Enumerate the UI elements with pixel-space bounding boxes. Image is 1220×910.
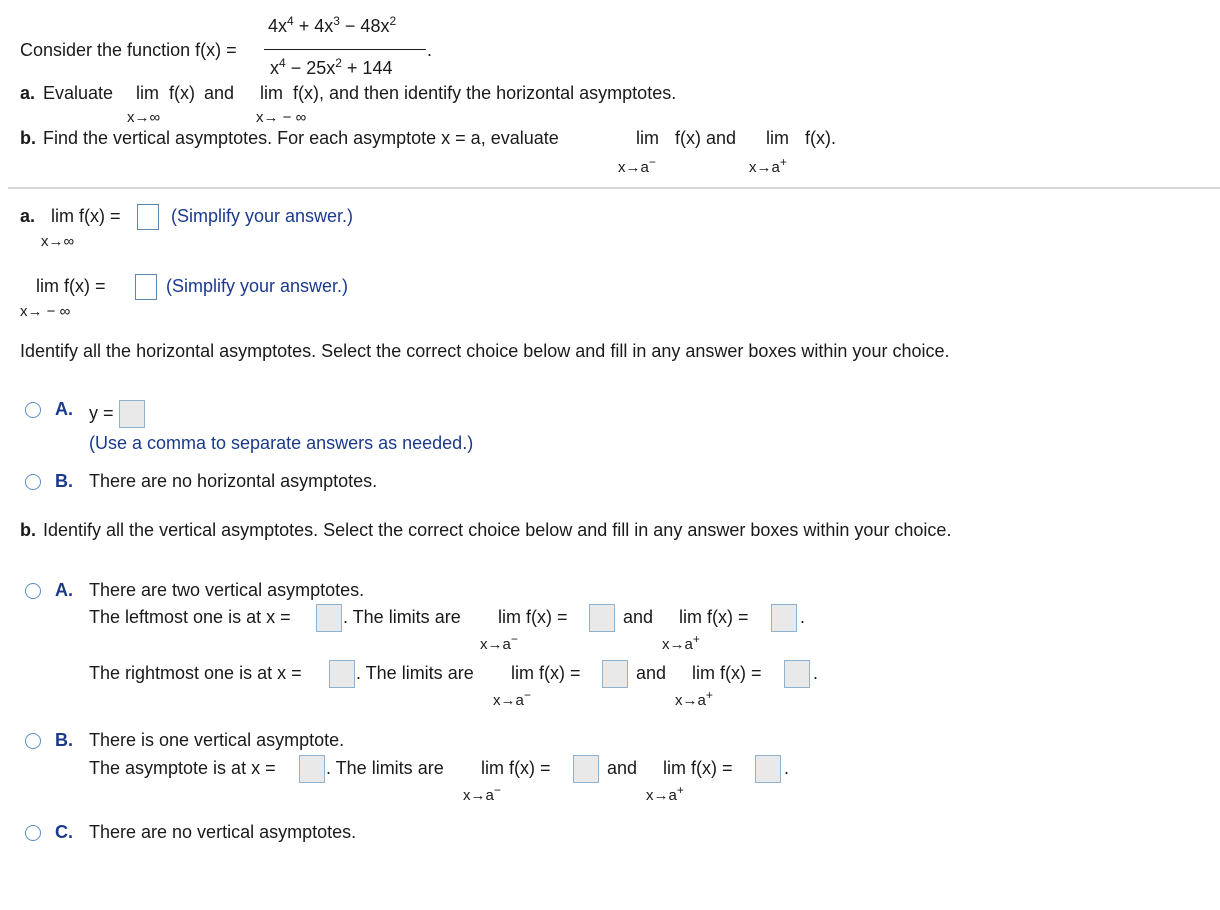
single-dot: . bbox=[784, 758, 790, 778]
part-b-fx1: f(x) and bbox=[675, 128, 737, 148]
part-b-lim1: lim bbox=[636, 128, 659, 148]
single-lim-plus: lim f(x) = bbox=[663, 758, 733, 778]
comma-hint: (Use a comma to separate answers as needed.) bbox=[89, 433, 474, 453]
rightmost-and: and bbox=[636, 663, 667, 683]
horizontal-choice-a-text: y = bbox=[89, 403, 114, 423]
leftmost-lim-minus: lim f(x) = bbox=[498, 607, 568, 627]
part-a-sub-pos: x→∞ bbox=[127, 109, 161, 126]
vertical-identify-text: Identify all the vertical asymptotes. Select the correct choice below and fill in any answer boxes within your choice. bbox=[43, 520, 952, 540]
single-and: and bbox=[607, 758, 638, 778]
simplify-hint-2: (Simplify your answer.) bbox=[166, 276, 349, 296]
part-a-and: and bbox=[204, 83, 235, 103]
simplify-hint-1: (Simplify your answer.) bbox=[171, 206, 354, 226]
rightmost-lim-plus: lim f(x) = bbox=[692, 663, 762, 683]
leftmost-label: The leftmost one is at x = bbox=[89, 607, 291, 627]
part-a-sub-neg: x→ − ∞ bbox=[256, 109, 307, 126]
horizontal-choice-b-text: There are no horizontal asymptotes. bbox=[89, 471, 378, 491]
leftmost-limit-minus-input[interactable] bbox=[589, 604, 615, 632]
answer-a-label: a. bbox=[20, 206, 36, 226]
answer-a-sub2: x→ − ∞ bbox=[20, 303, 71, 320]
single-limit-minus-input[interactable] bbox=[573, 755, 599, 783]
vertical-choice-c-letter: C. bbox=[55, 822, 73, 842]
leftmost-sub-plus: x→a+ bbox=[662, 632, 700, 653]
part-b-fx2: f(x). bbox=[805, 128, 836, 148]
single-asymptote-x-input[interactable] bbox=[299, 755, 325, 783]
vertical-choice-a-line1: There are two vertical asymptotes. bbox=[89, 580, 365, 600]
part-b-lim2: lim bbox=[766, 128, 789, 148]
single-limits-are: . The limits are bbox=[326, 758, 444, 778]
rightmost-limit-minus-input[interactable] bbox=[602, 660, 628, 688]
rightmost-x-input[interactable] bbox=[329, 660, 355, 688]
horizontal-choice-b-letter: B. bbox=[55, 471, 73, 491]
leftmost-x-input[interactable] bbox=[316, 604, 342, 632]
vertical-choice-b-line2: The asymptote is at x = bbox=[89, 758, 276, 778]
rightmost-label: The rightmost one is at x = bbox=[89, 663, 302, 683]
rightmost-dot: . bbox=[813, 663, 819, 683]
answer-a-lim1: lim f(x) = bbox=[51, 206, 121, 226]
horizontal-identify-text: Identify all the horizontal asymptotes. Select the correct choice below and fill in any answer boxes within your choice. bbox=[20, 341, 950, 361]
limit-pos-inf-input[interactable] bbox=[137, 204, 159, 230]
part-a-lim1: lim bbox=[136, 83, 159, 103]
part-a-lim2: lim bbox=[260, 83, 283, 103]
numerator: $4x^4 + 4x^3 - 48x^2$ bbox=[268, 14, 397, 36]
limit-neg-inf-input[interactable] bbox=[135, 274, 157, 300]
rightmost-lim-minus: lim f(x) = bbox=[511, 663, 581, 683]
vertical-choice-b-line1: There is one vertical asymptote. bbox=[89, 730, 345, 750]
horizontal-choice-a-letter: A. bbox=[55, 399, 73, 419]
part-b-text: Find the vertical asymptotes. For each asymptote x = a, evaluate bbox=[43, 128, 559, 148]
question-intro: Consider the function f(x) = bbox=[20, 40, 237, 60]
vertical-choice-c-radio[interactable] bbox=[25, 825, 41, 841]
vertical-identify-label: b. bbox=[20, 520, 36, 540]
rightmost-limit-plus-input[interactable] bbox=[784, 660, 810, 688]
leftmost-lim-plus: lim f(x) = bbox=[679, 607, 749, 627]
part-b-sub-minus: x→a− bbox=[618, 155, 656, 176]
divider bbox=[8, 187, 1220, 189]
part-a-label: a. bbox=[20, 83, 36, 103]
part-a-text2: f(x), and then identify the horizontal asymptotes. bbox=[293, 83, 677, 103]
period: . bbox=[427, 40, 433, 60]
leftmost-sub-minus: x→a− bbox=[480, 632, 518, 653]
horizontal-asymptote-input[interactable] bbox=[119, 400, 145, 428]
answer-a-sub1: x→∞ bbox=[41, 233, 75, 250]
leftmost-dot: . bbox=[800, 607, 806, 627]
vertical-choice-a-radio[interactable] bbox=[25, 583, 41, 599]
leftmost-limit-plus-input[interactable] bbox=[771, 604, 797, 632]
leftmost-limits-are: . The limits are bbox=[343, 607, 461, 627]
horizontal-choice-b-radio[interactable] bbox=[25, 474, 41, 490]
part-b-label: b. bbox=[20, 128, 36, 148]
horizontal-choice-a-radio[interactable] bbox=[25, 402, 41, 418]
part-b-sub-plus: x→a+ bbox=[749, 155, 787, 176]
answer-a-lim2: lim f(x) = bbox=[36, 276, 106, 296]
vertical-choice-c-text: There are no vertical asymptotes. bbox=[89, 822, 357, 842]
vertical-choice-a-letter: A. bbox=[55, 580, 73, 600]
single-sub-minus: x→a− bbox=[463, 783, 501, 804]
denominator: $x^4 - 25x^2 + 144$ bbox=[270, 56, 393, 78]
single-lim-minus: lim f(x) = bbox=[481, 758, 551, 778]
single-limit-plus-input[interactable] bbox=[755, 755, 781, 783]
part-a-fx: f(x) bbox=[169, 83, 195, 103]
leftmost-and: and bbox=[623, 607, 654, 627]
rightmost-limits-are: . The limits are bbox=[356, 663, 474, 683]
part-a-text1: Evaluate bbox=[43, 83, 114, 103]
single-sub-plus: x→a+ bbox=[646, 783, 684, 804]
vertical-choice-b-letter: B. bbox=[55, 730, 73, 750]
function-fraction bbox=[264, 14, 433, 78]
vertical-choice-b-radio[interactable] bbox=[25, 733, 41, 749]
rightmost-sub-minus: x→a− bbox=[493, 688, 531, 709]
rightmost-sub-plus: x→a+ bbox=[675, 688, 713, 709]
